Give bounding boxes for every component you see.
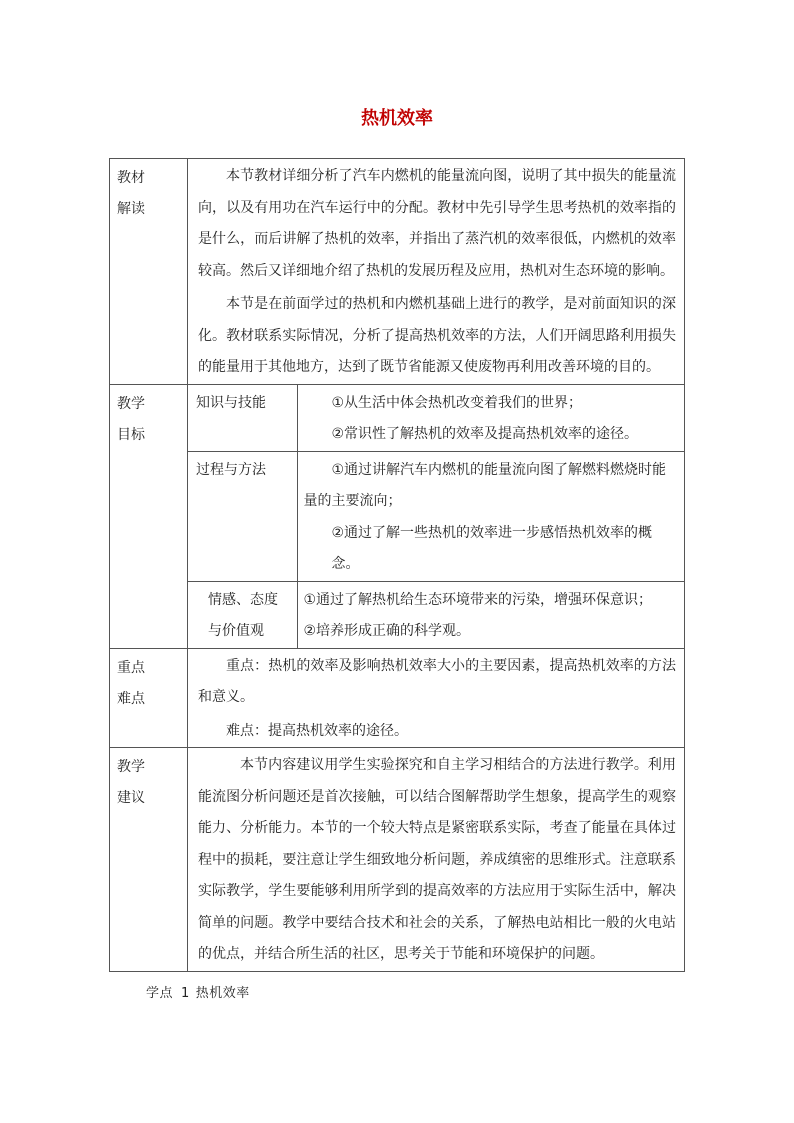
row-label [110,748,188,972]
section-heading [146,982,250,1001]
paragraph: 本节内容建议用学生实验探究和自主学习相结合的方法进行教学。利用能流图分析问题还是首次接触，可以结合图解帮助学生想象，提高学生的观察能力、分析能力。本节的一个较大特点是紧密联系实际，考查了能量在具体过程中的损耗，要注意让学生细致地分析问题，养成缜密的思维形式。注意联系实际教学，学生要能够利用所学到的提高效率的方法应用于实际生活中，解决简单的问题。教学中要结合技术和社会的关系，了解热电站相比一般的火电站的优点，并结合所生活的社区，思考关于节能和环境保护的问题。 [198,757,676,962]
page-title: 热机效率 [361,108,433,129]
goal-line: ①通过讲解汽车内燃机的能量流向图了解燃料燃烧时能量的主要流向； [303,461,667,509]
row-label-line: 重点 [117,659,145,676]
row-label-line: 解读 [117,201,145,217]
goal-category: 知识与技能 [188,385,297,452]
row-label-line: 目标 [117,426,145,443]
table-row-textbook [110,159,685,385]
table-row-advice [110,748,685,972]
row-content [188,384,685,648]
row-label-line: 教学 [117,759,145,775]
goal-content [297,451,684,581]
row-content [188,159,685,385]
row-content [188,748,685,972]
row-label-line: 建议 [117,790,145,806]
row-label-line: 教材 [117,170,145,186]
goal-row [188,451,684,581]
lesson-table [109,158,685,972]
row-label [110,384,188,648]
goal-line: ②培养形成正确的科学观。 [303,623,471,639]
goal-category: 情感、态度与价值观 [188,581,297,648]
section-prefix: 学点 [146,986,174,1001]
table-row-goals [110,384,685,648]
row-label [110,159,188,385]
goals-subtable [188,385,684,648]
goal-content [297,385,684,452]
paragraph: 重点：热机的效率及影响热机效率大小的主要因素，提高热机效率的方法和意义。 [198,657,676,705]
table-row-key-points [110,648,685,748]
goal-row [188,385,684,452]
goal-line: ①从生活中体会热机改变着我们的世界； [331,394,583,411]
row-label-line: 难点 [117,690,145,707]
row-label [110,648,188,748]
goal-content [297,581,684,648]
goal-row [188,581,684,648]
row-label-line: 教学 [117,395,145,412]
goal-line: ②通过了解一些热机的效率进一步感悟热机效率的概念。 [331,524,653,572]
goal-category: 过程与方法 [188,451,297,581]
paragraph: 本节是在前面学过的热机和内燃机基础上进行的教学，是对前面知识的深化。教材联系实际情况，分析了提高热机效率的方法，人们开阔思路利用损失的能量用于其他地方，达到了既节省能源又使废物再利用改善环境的目的。 [198,296,676,375]
goal-line: ②常识性了解热机的效率及提高热机效率的途径。 [331,426,639,442]
paragraph: 难点：提高热机效率的途径。 [226,722,408,739]
paragraph: 本节教材详细分析了汽车内燃机的能量流向图，说明了其中损失的能量流向，以及有用功在汽车运行中的分配。教材中先引导学生思考热机的效率指的是什么，而后讲解了热机的效率，并指出了蒸汽机的效率很低，内燃机的效率较高。然后又详细地介绍了热机的发展历程及应用，热机对生态环境的影响。 [198,168,676,279]
goal-line: ①通过了解热机给生态环境带来的污染，增强环保意识； [303,591,653,608]
section-number: 1 [181,986,190,1001]
section-name: 热机效率 [195,986,250,1001]
row-content [188,648,685,748]
